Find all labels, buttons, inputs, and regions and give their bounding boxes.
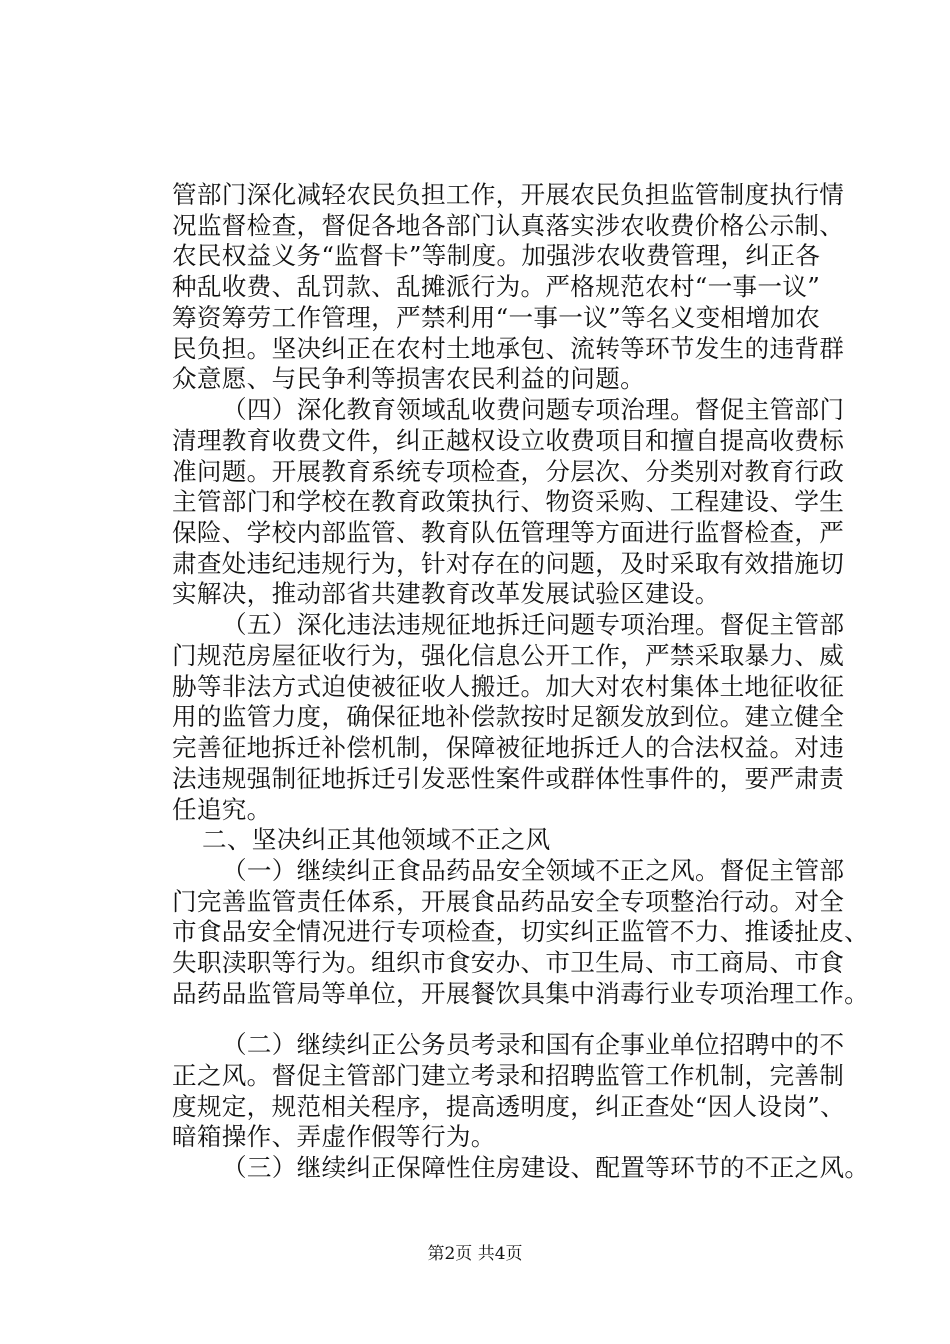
text-line: 品药品监管局等单位，开展餐饮具集中消毒行业专项治理工作。 xyxy=(172,979,870,1008)
page-number-footer: 第2页 共4页 xyxy=(427,1244,523,1264)
text-line: 清理教育收费文件，纠正越权设立收费项目和擅自提高收费标 xyxy=(172,426,845,455)
text-line: 况监督检查，督促各地各部门认真落实涉农收费价格公示制、 xyxy=(172,211,845,240)
text-line: 准问题。开展教育系统专项检查，分层次、分类别对教育行政 xyxy=(172,457,845,486)
paragraph-heading-3: （三）继续纠正保障性住房建设、配置等环节的不正之风。 xyxy=(222,1153,870,1182)
text-line: 用的监管力度，确保征地补偿款按时足额发放到位。建立健全 xyxy=(172,702,845,731)
text-line: 农民权益义务“监督卡”等制度。加强涉农收费管理，纠正各 xyxy=(172,241,821,270)
text-line: 主管部门和学校在教育政策执行、物资采购、工程建设、学生 xyxy=(172,487,845,516)
paragraph-heading-5: （五）深化违法违规征地拆迁问题专项治理。督促主管部 xyxy=(222,610,845,639)
text-line: 实解决，推动部省共建教育改革发展试验区建设。 xyxy=(172,579,720,608)
text-line: 正之风。督促主管部门建立考录和招聘监管工作机制，完善制 xyxy=(172,1061,845,1090)
paragraph-heading-2: （二）继续纠正公务员考录和国有企事业单位招聘中的不 xyxy=(222,1030,845,1059)
text-line: 肃查处违纪违规行为，针对存在的问题，及时采取有效措施切 xyxy=(172,549,845,578)
text-line: 失职渎职等行为。组织市食安办、市卫生局、市工商局、市食 xyxy=(172,948,845,977)
text-line: 门规范房屋征收行为，强化信息公开工作，严禁采取暴力、威 xyxy=(172,641,845,670)
text-line: 暗箱操作、弄虚作假等行为。 xyxy=(172,1122,496,1151)
text-line: 市食品安全情况进行专项检查，切实纠正监管不力、推诿扯皮、 xyxy=(172,917,870,946)
text-line: 任追究。 xyxy=(172,795,272,824)
text-line: 种乱收费、乱罚款、乱摊派行为。严格规范农村“一事一议” xyxy=(172,272,821,301)
text-line: 门完善监管责任体系，开展食品药品安全专项整治行动。对全 xyxy=(172,887,845,916)
text-line: 保险、学校内部监管、教育队伍管理等方面进行监督检查，严 xyxy=(172,518,845,547)
text-line: 胁等非法方式迫使被征收人搬迁。加大对农村集体土地征收征 xyxy=(172,672,845,701)
paragraph-heading-1: （一）继续纠正食品药品安全领域不正之风。督促主管部 xyxy=(222,856,845,885)
paragraph-heading-4: （四）深化教育领域乱收费问题专项治理。督促主管部门 xyxy=(222,395,845,424)
text-line: 法违规强制征地拆迁引发恶性案件或群体性事件的，要严肃责 xyxy=(172,764,845,793)
text-line: 筹资筹劳工作管理，严禁利用“一事一议”等名义变相增加农 xyxy=(172,303,821,332)
text-line: 众意愿、与民争利等损害农民利益的问题。 xyxy=(172,364,645,393)
text-line: 度规定，规范相关程序，提高透明度，纠正查处“因人设岗”、 xyxy=(172,1092,845,1121)
section-heading: 二、坚决纠正其他领域不正之风 xyxy=(202,825,551,854)
text-line: 民负担。坚决纠正在农村土地承包、流转等环节发生的违背群 xyxy=(172,334,845,363)
text-line: 完善征地拆迁补偿机制，保障被征地拆迁人的合法权益。对违 xyxy=(172,733,845,762)
text-line: 管部门深化减轻农民负担工作，开展农民负担监管制度执行情 xyxy=(172,180,845,209)
